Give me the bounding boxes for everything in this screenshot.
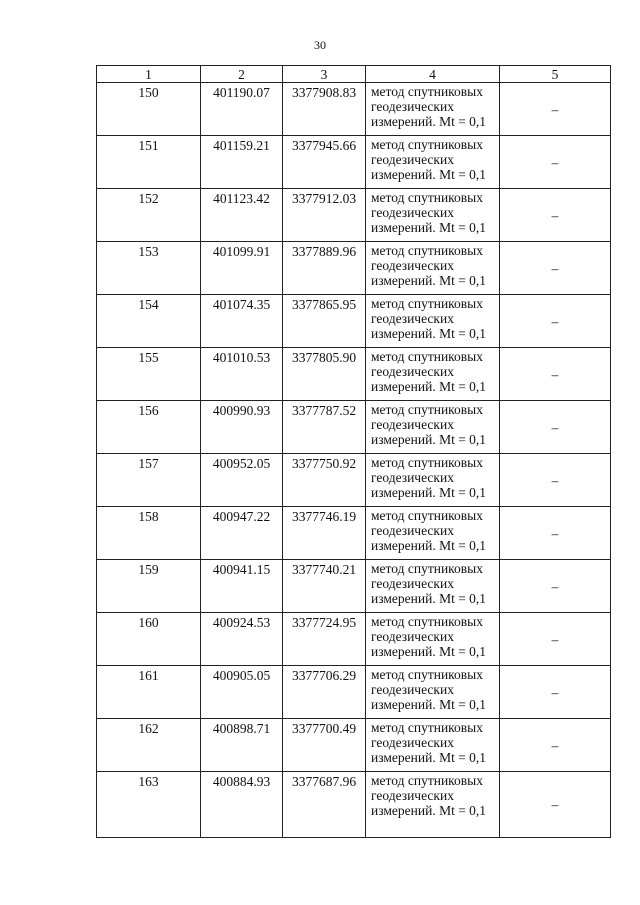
table-row: [97, 507, 611, 560]
method-line: геодезических: [371, 523, 454, 538]
x-coordinate-cell: 400884.93: [201, 772, 283, 838]
y-coordinate-cell: 3377746.19: [283, 507, 366, 560]
y-coordinate-cell: 3377740.21: [283, 560, 366, 613]
method-line: геодезических: [371, 417, 454, 432]
method-line: измерений. Mt = 0,1: [371, 750, 487, 765]
method-line: измерений. Mt = 0,1: [371, 114, 487, 129]
table-header-row: [97, 66, 611, 83]
note-cell: –: [500, 666, 611, 719]
method-line: измерений. Mt = 0,1: [371, 591, 487, 606]
point-number-cell: 160: [97, 613, 201, 666]
method-cell: [366, 560, 500, 613]
x-coordinate-cell: 401099.91: [201, 242, 283, 295]
point-number-cell: 158: [97, 507, 201, 560]
note-cell: –: [500, 454, 611, 507]
x-coordinate-cell: 400924.53: [201, 613, 283, 666]
point-number-cell: 155: [97, 348, 201, 401]
note-cell: –: [500, 136, 611, 189]
method-line: метод спутниковых: [371, 455, 483, 470]
table-row: [97, 83, 611, 136]
method-line: геодезических: [371, 735, 454, 750]
note-cell: –: [500, 560, 611, 613]
method-cell: [366, 401, 500, 454]
method-line: геодезических: [371, 205, 454, 220]
table-row: [97, 295, 611, 348]
method-line: геодезических: [371, 576, 454, 591]
method-line: измерений. Mt = 0,1: [371, 697, 487, 712]
note-cell: –: [500, 189, 611, 242]
point-number-cell: 151: [97, 136, 201, 189]
y-coordinate-cell: 3377908.83: [283, 83, 366, 136]
point-number-cell: 162: [97, 719, 201, 772]
column-header: 5: [500, 66, 611, 83]
note-cell: –: [500, 507, 611, 560]
table-row: [97, 189, 611, 242]
y-coordinate-cell: 3377787.52: [283, 401, 366, 454]
method-line: метод спутниковых: [371, 614, 483, 629]
table-row: [97, 242, 611, 295]
y-coordinate-cell: 3377805.90: [283, 348, 366, 401]
y-coordinate-cell: 3377865.95: [283, 295, 366, 348]
table-row: [97, 348, 611, 401]
x-coordinate-cell: 401159.21: [201, 136, 283, 189]
method-cell: [366, 507, 500, 560]
method-cell: [366, 136, 500, 189]
method-cell: [366, 295, 500, 348]
table-row: [97, 666, 611, 719]
table-row: [97, 613, 611, 666]
note-cell: –: [500, 242, 611, 295]
point-number-cell: 157: [97, 454, 201, 507]
note-cell: –: [500, 772, 611, 838]
method-line: геодезических: [371, 364, 454, 379]
y-coordinate-cell: 3377750.92: [283, 454, 366, 507]
method-line: измерений. Mt = 0,1: [371, 326, 487, 341]
table-row: [97, 719, 611, 772]
method-cell: [366, 348, 500, 401]
method-line: геодезических: [371, 682, 454, 697]
point-number-cell: 163: [97, 772, 201, 838]
method-line: измерений. Mt = 0,1: [371, 167, 487, 182]
note-cell: –: [500, 295, 611, 348]
x-coordinate-cell: 401074.35: [201, 295, 283, 348]
y-coordinate-cell: 3377700.49: [283, 719, 366, 772]
method-line: измерений. Mt = 0,1: [371, 644, 487, 659]
point-number-cell: 153: [97, 242, 201, 295]
x-coordinate-cell: 400941.15: [201, 560, 283, 613]
x-coordinate-cell: 400947.22: [201, 507, 283, 560]
column-header: 4: [366, 66, 500, 83]
table-row: [97, 136, 611, 189]
x-coordinate-cell: 401190.07: [201, 83, 283, 136]
x-coordinate-cell: 401123.42: [201, 189, 283, 242]
method-line: измерений. Mt = 0,1: [371, 273, 487, 288]
x-coordinate-cell: 400898.71: [201, 719, 283, 772]
method-cell: [366, 83, 500, 136]
method-line: геодезических: [371, 470, 454, 485]
method-cell: [366, 242, 500, 295]
method-cell: [366, 613, 500, 666]
note-cell: –: [500, 613, 611, 666]
y-coordinate-cell: 3377687.96: [283, 772, 366, 838]
y-coordinate-cell: 3377889.96: [283, 242, 366, 295]
method-line: измерений. Mt = 0,1: [371, 220, 487, 235]
method-line: метод спутниковых: [371, 137, 483, 152]
method-line: метод спутниковых: [371, 720, 483, 735]
table-body: [97, 83, 611, 838]
method-line: измерений. Mt = 0,1: [371, 803, 487, 818]
method-line: измерений. Mt = 0,1: [371, 379, 487, 394]
method-line: измерений. Mt = 0,1: [371, 432, 487, 447]
note-cell: –: [500, 348, 611, 401]
note-cell: –: [500, 719, 611, 772]
x-coordinate-cell: 400952.05: [201, 454, 283, 507]
page-number: 30: [314, 38, 326, 52]
method-line: метод спутниковых: [371, 561, 483, 576]
y-coordinate-cell: 3377724.95: [283, 613, 366, 666]
coordinates-table: [96, 65, 611, 838]
method-line: метод спутниковых: [371, 508, 483, 523]
method-line: метод спутниковых: [371, 667, 483, 682]
y-coordinate-cell: 3377945.66: [283, 136, 366, 189]
table-row: [97, 772, 611, 838]
point-number-cell: 159: [97, 560, 201, 613]
method-line: геодезических: [371, 99, 454, 114]
method-cell: [366, 772, 500, 838]
method-cell: [366, 719, 500, 772]
method-line: метод спутниковых: [371, 84, 483, 99]
method-cell: [366, 666, 500, 719]
column-header: 1: [97, 66, 201, 83]
point-number-cell: 150: [97, 83, 201, 136]
table-row: [97, 401, 611, 454]
method-line: геодезических: [371, 152, 454, 167]
method-line: метод спутниковых: [371, 296, 483, 311]
x-coordinate-cell: 401010.53: [201, 348, 283, 401]
method-line: геодезических: [371, 311, 454, 326]
point-number-cell: 152: [97, 189, 201, 242]
method-line: метод спутниковых: [371, 402, 483, 417]
x-coordinate-cell: 400905.05: [201, 666, 283, 719]
point-number-cell: 156: [97, 401, 201, 454]
method-line: метод спутниковых: [371, 243, 483, 258]
method-line: геодезических: [371, 629, 454, 644]
method-cell: [366, 189, 500, 242]
table-row: [97, 454, 611, 507]
column-header: 3: [283, 66, 366, 83]
method-line: измерений. Mt = 0,1: [371, 538, 487, 553]
note-cell: –: [500, 401, 611, 454]
y-coordinate-cell: 3377912.03: [283, 189, 366, 242]
point-number-cell: 161: [97, 666, 201, 719]
method-line: метод спутниковых: [371, 190, 483, 205]
method-cell: [366, 454, 500, 507]
y-coordinate-cell: 3377706.29: [283, 666, 366, 719]
point-number-cell: 154: [97, 295, 201, 348]
method-line: геодезических: [371, 788, 454, 803]
x-coordinate-cell: 400990.93: [201, 401, 283, 454]
note-cell: –: [500, 83, 611, 136]
method-line: геодезических: [371, 258, 454, 273]
table-row: [97, 560, 611, 613]
column-header: 2: [201, 66, 283, 83]
method-line: измерений. Mt = 0,1: [371, 485, 487, 500]
method-line: метод спутниковых: [371, 773, 483, 788]
method-line: метод спутниковых: [371, 349, 483, 364]
